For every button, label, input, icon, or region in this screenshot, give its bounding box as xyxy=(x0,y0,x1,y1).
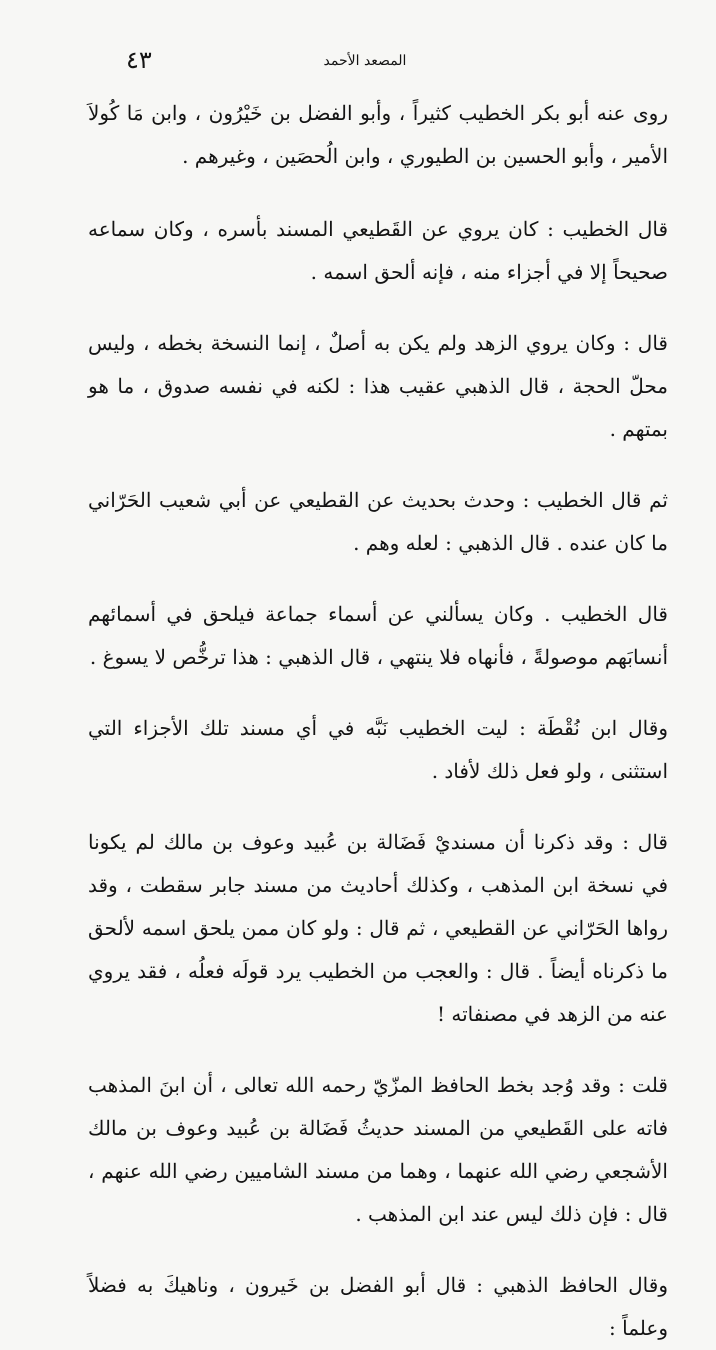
page-body xyxy=(88,92,668,1350)
page-number: ٤٣ xyxy=(126,46,152,74)
paragraph-ibn-nuqta: وقال ابن نُقْطَة : ليت الخطيب نَبَّه في أي مسند تلك الأجزاء التي استثنى ، ولو فعل ذلك لأفاد . xyxy=(88,716,668,783)
paragraph-mizzi-note: قلت : وقد وُجد بخط الحافظ المزّيّ رحمه الله تعالى ، أن ابنَ المذهب فاته على القَطيعي من المسند حديثُ فَضَالة بن عُبيد وعوف بن مالك الأشجعي رضي الله عنهما ، وهما من مسند الشاميين رضي الله عنهم ، قال : فإن ذلك ليس عند ابن المذهب . xyxy=(88,1073,668,1226)
paragraph-khatib-statement: قال الخطيب : كان يروي عن القَطيعي المسند بأسره ، وكان سماعه صحيحاً إلا في أجزاء منه ، فإنه ألحق اسمه . xyxy=(88,217,668,284)
paragraph-zuhd-note: قال : وكان يروي الزهد ولم يكن به أصلٌ ، إنما النسخة بخطه ، وليس محلّ الحجة ، قال الذهبي عقيب هذا : لكنه في نفسه صدوق ، ما هو بمتهم . xyxy=(88,331,668,441)
paragraph-harrani-hadith: ثم قال الخطيب : وحدث بحديث عن القطيعي عن أبي شعيب الحَرّاني ما كان عنده . قال الذهبي : لعله وهم . xyxy=(88,488,668,555)
paragraph-narrators: روى عنه أبو بكر الخطيب كثيراً ، وأبو الفضل بن خَيْرُون ، وابن مَا كُولاَ الأمير ، وأبو الحسين بن الطيوري ، وابن الُحصَين ، وغيرهم . xyxy=(88,101,668,168)
paragraph-missing-musnads: قال : وقد ذكرنا أن مسنديْ فَضَالة بن عُبيد وعوف بن مالك لم يكونا في نسخة ابن المذهب ، وكذلك أحاديث من مسند جابر سقطت ، وقد رواها الحَرّاني عن القطيعي ، ثم قال : ولو كان ممن يلحق اسمه لألحق ما ذكرناه أيضاً . قال : والعجب من الخطيب يرد قولَه فعلُه ، فقد يروي عنه من الزهد في مصنفاته ! xyxy=(88,830,668,1026)
running-title: المصعد الأحمد xyxy=(323,53,407,69)
paragraph-names-question: قال الخطيب . وكان يسألني عن أسماء جماعة فيلحق في أسمائهم أنسابَهم موصولةً ، فأنهاه فلا ينتهي ، قال الذهبي : هذا ترخُّص لا يسوغ . xyxy=(88,602,668,669)
paragraph-dhahabi-quote: وقال الحافظ الذهبي : قال أبو الفضل بن خَيرون ، وناهيكَ به فضلاً وعلماً : xyxy=(88,1273,668,1340)
